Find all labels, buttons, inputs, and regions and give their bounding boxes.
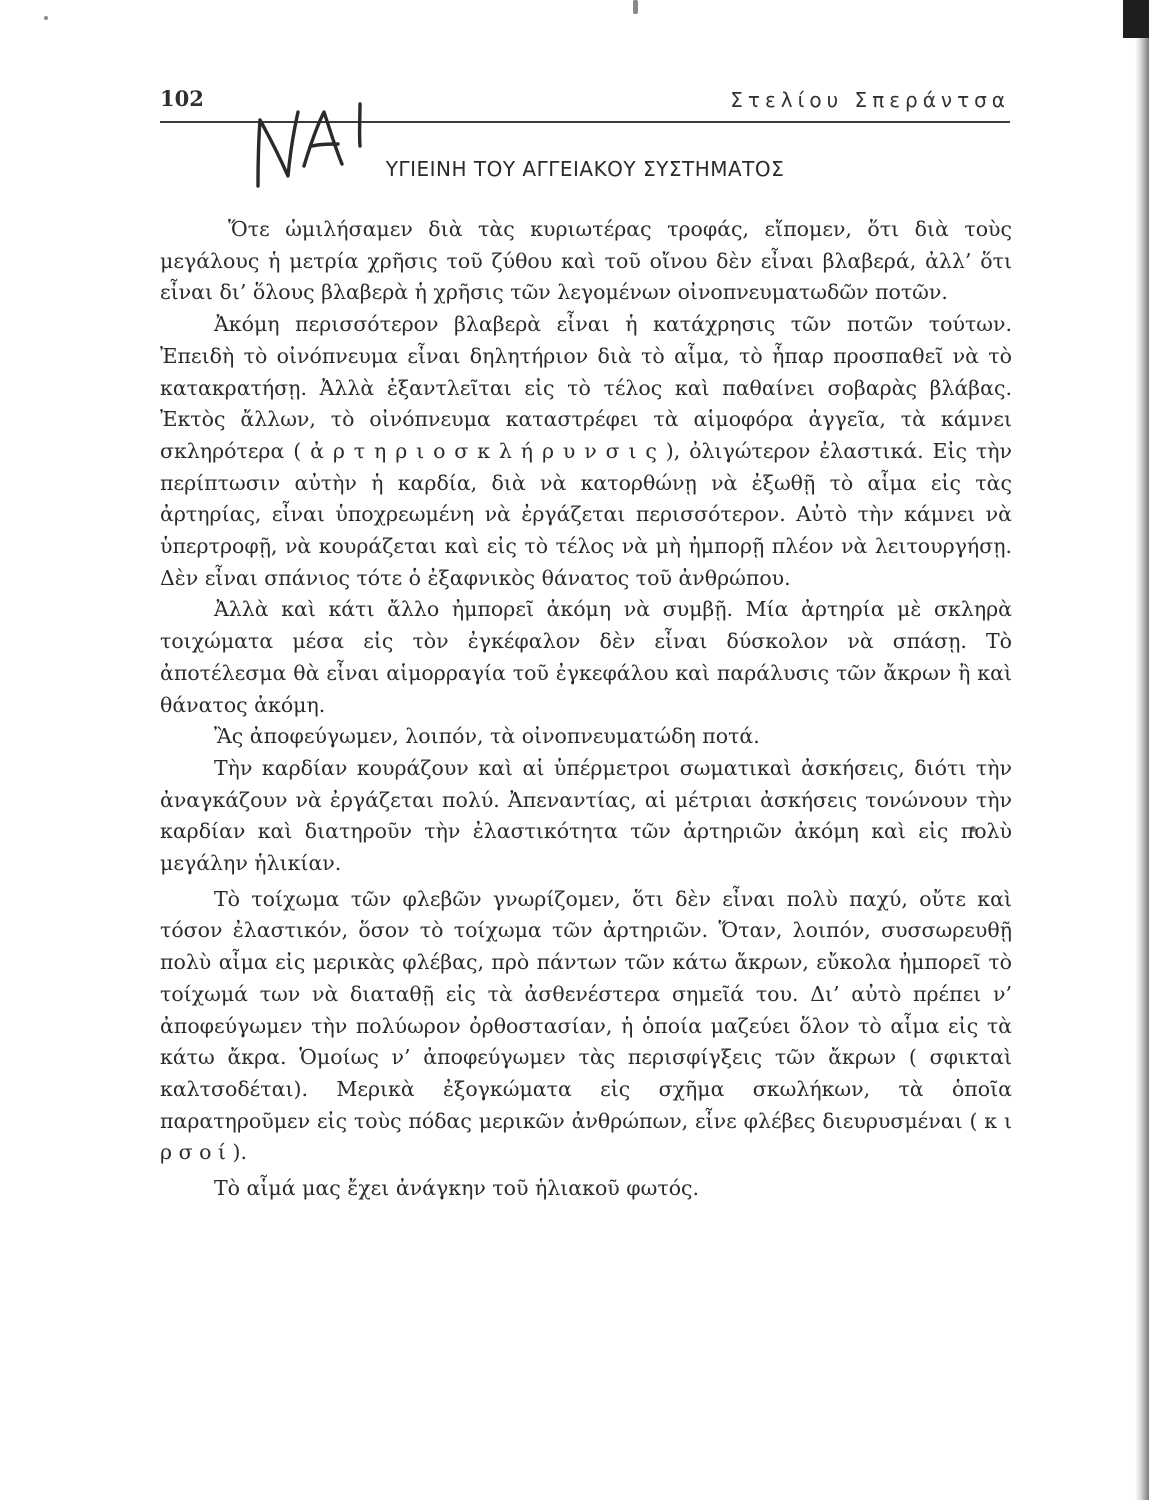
running-head-author: Στελίου Σπεράντσα [730, 88, 1010, 112]
dust-speck [44, 16, 48, 20]
scan-edge-shadow [1135, 0, 1149, 1500]
dust-speck [633, 0, 638, 14]
paragraph: Ἀκόμη περισσότερον βλαβερὰ εἶναι ἡ κατάχρησις τῶν ποτῶν τούτων. Ἐπειδὴ τὸ οἰνόπνευμα εἶναι δηλητήριον διὰ τὸ αἷμα, τὸ ἧπαρ προσπαθεῖ νὰ τὸ κατακρατήσῃ. Ἀλλὰ ἐξαντλεῖται εἰς τὸ τέλος καὶ παθαίνει σοβαρὰς βλάβας. Ἐκτὸς ἄλλων, τὸ οἰνόπνευμα καταστρέφει τὰ αἱμοφόρα ἀγγεῖα, τὰ κάμνει σκληρότερα ( ἀ ρ τ η ρ ι ο σ κ λ ή ρ υ ν σ ι ς ), ὀλιγώτερον ἐλαστικά. Εἰς τὴν περίπτωσιν αὐτὴν ἡ καρδία, διὰ νὰ κατορθώνῃ νὰ ἐξωθῇ τὸ αἷμα εἰς τὰς ἀρτηρίας, εἶναι ὑποχρεωμένη νὰ ἐργάζεται περισσότερον. Αὐτὸ τὴν κάμνει νὰ ὑπερτροφῇ, νὰ κουράζεται καὶ εἰς τὸ τέλος νὰ μὴ ἠμπορῇ πλέον νὰ λειτουργήσῃ. Δὲν εἶναι σπάνιος τότε ὁ ἐξαφνικὸς θάνατος τοῦ ἀνθρώπου. [160, 312, 1012, 590]
page-number: 102 [160, 86, 204, 111]
paragraph: Τὴν καρδίαν κουράζουν καὶ αἱ ὑπέρμετροι σωματικαὶ ἀσκήσεις, διότι τὴν ἀναγκάζουν νὰ ἐργάζεται πολύ. Ἀπεναντίας, αἱ μέτριαι ἀσκήσεις τονώνουν τὴν καρδίαν καὶ διατηροῦν τὴν ἐλαστικότητα τῶν ἀρτηριῶν ἀκόμη καὶ εἰς πολὺ μεγάλην ἡλικίαν. [160, 755, 1012, 876]
paragraph: Τὸ τοίχωμα τῶν φλεβῶν γνωρίζομεν, ὅτι δὲν εἶναι πολὺ παχύ, οὔτε καὶ τόσον ἐλαστικόν, ὅσον τὸ τοίχωμα τῶν ἀρτηριῶν. Ὅταν, λοιπόν, συσσωρευθῇ πολὺ αἷμα εἰς μερικὰς φλέβας, πρὸ πάντων τῶν κάτω ἄκρων, εὔκολα ἠμπορεῖ τὸ τοίχωμά των νὰ διαταθῇ εἰς τὰ ἀσθενέστερα σημεῖά του. Δι’ αὐτὸ πρέπει ν’ ἀποφεύγωμεν τὴν πολύωρον ὀρθοστασίαν, ἡ ὁποία μαζεύει ὅλον τὸ αἷμα εἰς τὰ κάτω ἄκρα. Ὁμοίως ν’ ἀποφεύγωμεν τὰς περισφίγξεις τῶν ἄκρων ( σφικταὶ καλτσοδέται). Μερικὰ ἐξογκώματα εἰς σχῆμα σκωλήκων, τὰ ὁποῖα παρατηροῦμεν εἰς τοὺς πόδας μερικῶν ἀνθρώπων, εἶνε φλέβες διευρυσμέναι ( κ ι ρ σ ο ί ). [160, 886, 1012, 1165]
body-text [160, 214, 1012, 1205]
paragraph: Ἂς ἀποφεύγωμεν, λοιπόν, τὰ οἰνοπνευματώδη ποτά. [214, 724, 760, 749]
chapter-title: ΥΓΙΕΙΝΗ ΤΟΥ ΑΓΓΕΙΑΚΟΥ ΣΥΣΤΗΜΑΤΟΣ [385, 157, 785, 181]
scan-corner-mark [1123, 0, 1149, 38]
paragraph: Ὅτε ὡμιλήσαμεν διὰ τὰς κυριωτέρας τροφάς, εἴπομεν, ὅτι διὰ τοὺς μεγάλους ἡ μετρία χρῆσις τοῦ ζύθου καὶ τοῦ οἴνου δὲν εἶναι βλαβερά, ἀλλ’ ὅτι εἶναι δι’ ὅλους βλαβερὰ ἡ χρῆσις τῶν λεγομένων οἰνοπνευματωδῶν ποτῶν. [160, 217, 1012, 305]
paragraph: Ἀλλὰ καὶ κάτι ἄλλο ἠμπορεῖ ἀκόμη νὰ συμβῇ. Μία ἀρτηρία μὲ σκληρὰ τοιχώματα μέσα εἰς τὸν ἐγκέφαλον δὲν εἶναι δύσκολον νὰ σπάσῃ. Τὸ ἀποτέλεσμα θὰ εἶναι αἱμορραγία τοῦ ἐγκεφάλου καὶ παράλυσις τῶν ἄκρων ἢ καὶ θάνατος ἀκόμη. [160, 597, 1012, 717]
paragraph: Τὸ αἷμά μας ἔχει ἀνάγκην τοῦ ἡλιακοῦ φωτός. [214, 1176, 700, 1201]
